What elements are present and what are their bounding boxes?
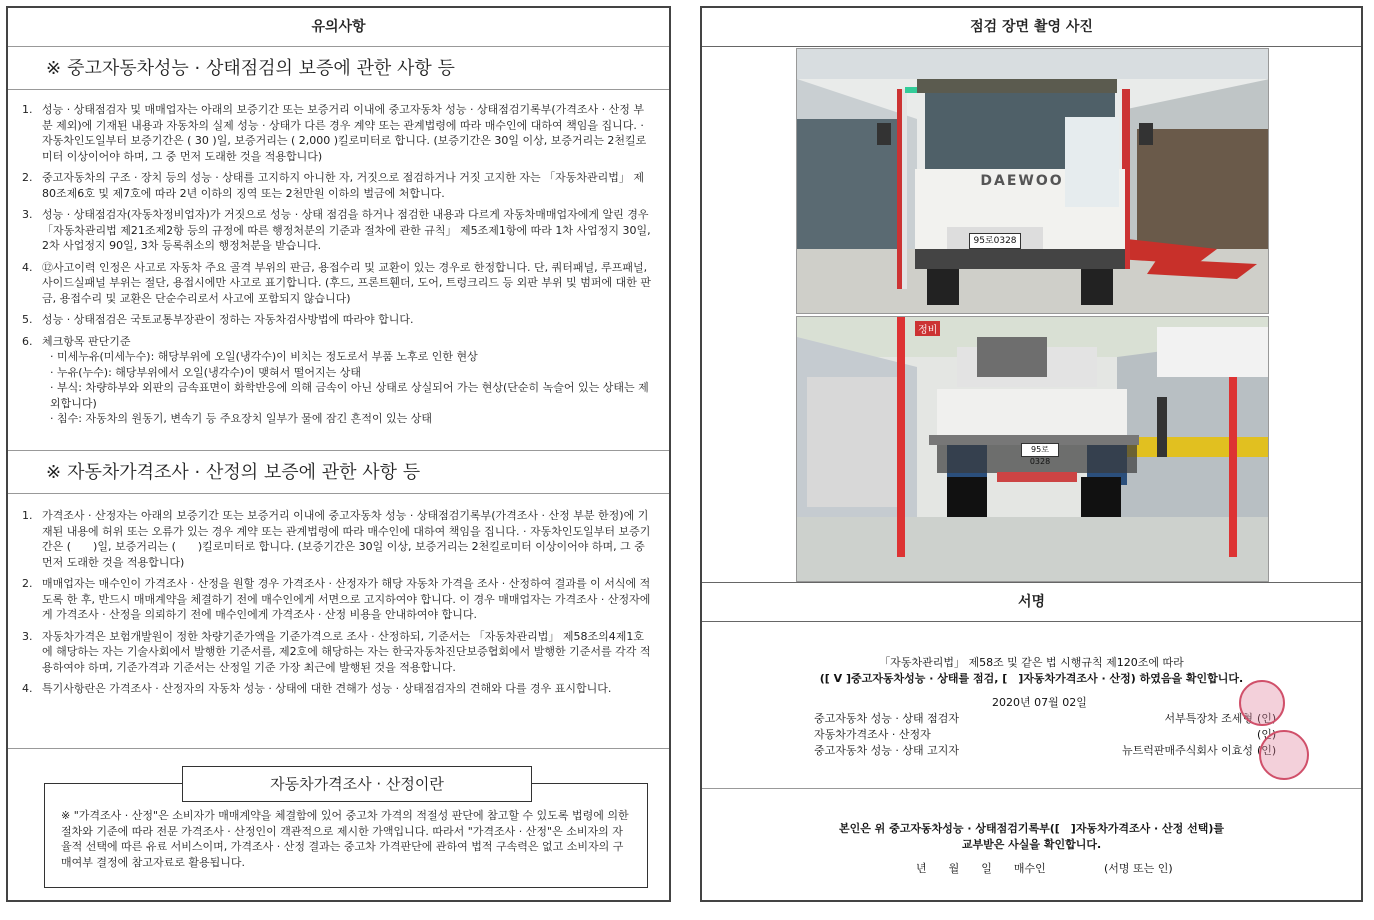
signer-role-label: 중고자동차 성능 · 상태 점검자: [814, 712, 959, 725]
list-item: [22, 260, 653, 307]
item-text: 체크항목 판단기준: [42, 334, 131, 348]
divider: [702, 788, 1361, 789]
check-criterion: · 부식: 차량하부와 외판의 금속표면이 화학반응에 의해 금속이 아닌 상태로 상실되어 가는 현상(단순히 녹슬어 있는 상태는 제외합니다): [50, 381, 649, 410]
section2-title: ※ 자동차가격조사 · 산정의 보증에 관한 사항 등: [8, 450, 669, 494]
reference-mark: ※: [46, 58, 62, 79]
statement-line-2: ([ V ]중고자동차성능 · 상태를 점검, [ ]자동차가격조사 · 산정) 하였음을 확인합니다.: [819, 672, 1244, 685]
check-criterion: · 누유(누수): 해당부위에서 오일(냉각수)이 맺혀서 떨어지는 상태: [50, 365, 361, 379]
inspector-seal-icon: [1239, 680, 1285, 726]
signer-role-label: 자동차가격조사 · 산정자: [814, 728, 931, 741]
list-item: [22, 508, 653, 570]
front-license-plate: 95로0328: [969, 233, 1021, 249]
list-item: [22, 207, 653, 254]
section1-list: [22, 102, 653, 433]
item-text: 성능 · 상태점검자 및 매매업자는 아래의 보증기간 또는 보증거리 이내에 중고자동차 성능 · 상태점검기록부(가격조사 · 산정 부분 제외)에 기재된 내용과 자동차의 실제 성능 · 상태가 다른 경우 계약 또는 관계법령에 따라 매수인에 대하여 책임을 집니다. · 자동차인도일부터 보증기간은 ( 30 )일, 보증거리는 ( 2,000 )킬로미터로 합니다. (보증기간은 30일 이상, 보증거리는 2천킬로미터 이상이어야 하며, 그 중 먼저 도래한 것을 적용합니다): [42, 103, 647, 163]
item-text: 성능 · 상태점검은 국토교통부장관이 정하는 자동차검사방법에 따라야 합니다.: [42, 313, 414, 326]
seal-mark[interactable]: (인): [1257, 712, 1277, 725]
buyer-signature-field[interactable]: (서명 또는 인): [1104, 862, 1173, 875]
item-text: ⑫사고이력 인정은 사고로 자동차 주요 골격 부위의 판금, 용접수리 및 교환이 있는 경우로 한정합니다. 단, 쿼터패널, 루프패널, 사이드실패널 부위는 절단, 용접시에만 사고로 표기합니다. (후드, 프론트휀더, 도어, 트렁크리드 등 외판 부위 및 범퍼에 대한 판금, 용접수리 및 교환은 단순수리로서 사고에 포함되지 않습니다): [42, 260, 652, 305]
item-text: 중고자동차의 구조 · 장치 등의 성능 · 상태를 고지하지 아니한 자, 거짓으로 점검하거나 거짓 고지한 자는 「자동차관리법」 제80조제6호 및 제7호에 따라 2년 이하의 징역 또는 2천만원 이하의 벌금에 처합니다.: [42, 171, 644, 200]
signer-role-label: 중고자동차 성능 · 상태 고지자: [814, 744, 959, 757]
signer-name: 서부특장차 조세형: [1164, 712, 1253, 725]
truck-brand-label: DAEWOO: [980, 173, 1064, 189]
front-inspection-photo: [796, 48, 1269, 314]
buyer-date-line: 년 월 일 매수인: [916, 862, 1046, 875]
item-text: 매매업자는 매수인이 가격조사 · 산정을 원할 경우 가격조사 · 산정자가 해당 자동차 가격을 조사 · 산정하여 결과를 이 서식에 적도록 한 후, 반드시 매매계약을 체결하기 전에 매수인에게 서면으로 고지하여야 합니다. 이 경우 매매업자는 가격조사 · 산정자에게 가격조사 · 산정을 의뢰하기 전에 매수인에게 가격조사 · 산정 비용을 안내하여야 합니다.: [42, 577, 651, 621]
item-number: 4.: [22, 682, 33, 695]
notes-panel: [6, 6, 671, 902]
notifier-seal-icon: [1259, 730, 1309, 780]
list-item: [22, 170, 653, 201]
check-criterion: · 침수: 자동차의 원동기, 변속기 등 주요장치 일부가 물에 잠긴 흔적이 있는 상태: [50, 412, 433, 425]
item-number: 3.: [22, 208, 33, 221]
section2-list: [22, 508, 653, 703]
info-box-text: ※ "가격조사 · 산정"은 소비자가 매매계약을 체결함에 있어 중고차 가격의 적절성 판단에 참고할 수 있도록 법령에 의한 절차와 기준에 따라 전문 가격조사 · 산정인이 객관적으로 제시한 가액입니다. 따라서 "가격조사 · 산정"은 소비자의 자율적 선택에 따른 유료 서비스이며, 가격조사 · 산정 결과는 중고차 가격판단에 관하여 법적 구속력은 없고 소비자의 구매여부 결정에 참고자료로 활용됩니다.: [61, 809, 629, 869]
list-item: [22, 629, 653, 676]
item-number: 2.: [22, 171, 33, 184]
confirm-line-2: 교부받은 사실을 확인합니다.: [961, 838, 1102, 851]
signer-name: 뉴트럭판매주식회사 이효성: [1121, 744, 1253, 757]
divider: [8, 748, 669, 749]
item-text: 특기사항란은 가격조사 · 산정자의 자동차 성능 · 상태에 대한 견해가 성능 · 상태점검자의 견해와 다를 경우 표시합니다.: [42, 682, 612, 695]
rear-license-plate: 95로0328: [1021, 443, 1059, 457]
statement-line-1: 「자동차관리법」 제58조 및 같은 법 시행규칙 제120조에 따라: [879, 656, 1184, 669]
check-criterion: · 미세누유(미세누수): 해당부위에 오일(냉각수)이 비치는 정도로서 부품 노후로 인한 현상: [50, 350, 478, 363]
signature-header: 서명: [702, 582, 1361, 622]
item-number: 1.: [22, 509, 33, 522]
item-number: 3.: [22, 629, 33, 643]
list-item: [22, 576, 653, 623]
list-item: [22, 312, 653, 328]
section1-title: ※ 중고자동차성능 · 상태점검의 보증에 관한 사항 등: [8, 46, 669, 90]
list-item: [22, 102, 653, 164]
item-number: 4.: [22, 260, 33, 274]
garage-sign: 정비: [915, 321, 940, 336]
confirm-line-1: 본인은 위 중고자동차성능 · 상태점검기록부([ ]자동차가격조사 · 산정 선택)를: [838, 822, 1225, 835]
rear-inspection-photo: [796, 316, 1269, 582]
item-number: 1.: [22, 103, 33, 116]
seal-mark[interactable]: (인): [1257, 744, 1277, 757]
list-item: [22, 681, 653, 697]
info-box-title: 자동차가격조사 · 산정이란: [182, 766, 532, 802]
list-item: [22, 334, 653, 427]
notes-header: 유의사항: [8, 8, 669, 47]
item-number: 5.: [22, 313, 33, 326]
item-text: 자동차가격은 보험개발원이 정한 차량기준가액을 기준가격으로 조사 · 산정하되, 기준서는 「자동차관리법」 제58조의4제1호에 해당하는 자는 기술사회에서 발행한 기준서를, 제2호에 해당하는 자는 한국자동차진단보증협회에서 발행한 기준서를 각각 적용하여야 하며, 기준가격과 기준서는 산정일 기준 가장 최근에 발행된 것을 적용합니다.: [42, 629, 651, 674]
item-text: 가격조사 · 산정자는 아래의 보증기간 또는 보증거리 이내에 중고자동차 성능 · 상태점검기록부(가격조사 · 산정 부분 한정)에 기재된 내용에 허위 또는 오류가 있는 경우 계약 또는 관계법령에 따라 매수인에 대하여 책임을 집니다. · 자동차인도일부터 보증기간은 ( )일, 보증거리는 ( )킬로미터로 합니다. (보증기간은 30일 이상, 보증거리는 2천킬로미터 이상이어야 하며, 그 중 먼저 도래한 것을 적용합니다): [42, 509, 651, 569]
reference-mark: ※: [46, 462, 62, 483]
photo-header: 점검 장면 촬영 사진: [702, 8, 1361, 47]
item-text: 성능 · 상태점검자(자동차정비업자)가 거짓으로 성능 · 상태 점검을 하거나 점검한 내용과 다르게 자동차매매업자에게 알린 경우 「자동차관리법 제21조제2항 등의 규정에 따른 행정처분의 기준과 절차에 관한 규칙」 제5조제1항에 따라 1차 사업정지 30일, 2차 사업정지 90일, 3차 등록취소의 행정처분을 받습니다.: [42, 208, 651, 252]
signature-date: 2020년 07월 02일: [992, 696, 1087, 709]
item-number: 2.: [22, 577, 33, 590]
seal-mark[interactable]: (인): [1257, 728, 1277, 741]
photo-sign-panel: [700, 6, 1363, 902]
item-number: 6.: [22, 334, 33, 348]
